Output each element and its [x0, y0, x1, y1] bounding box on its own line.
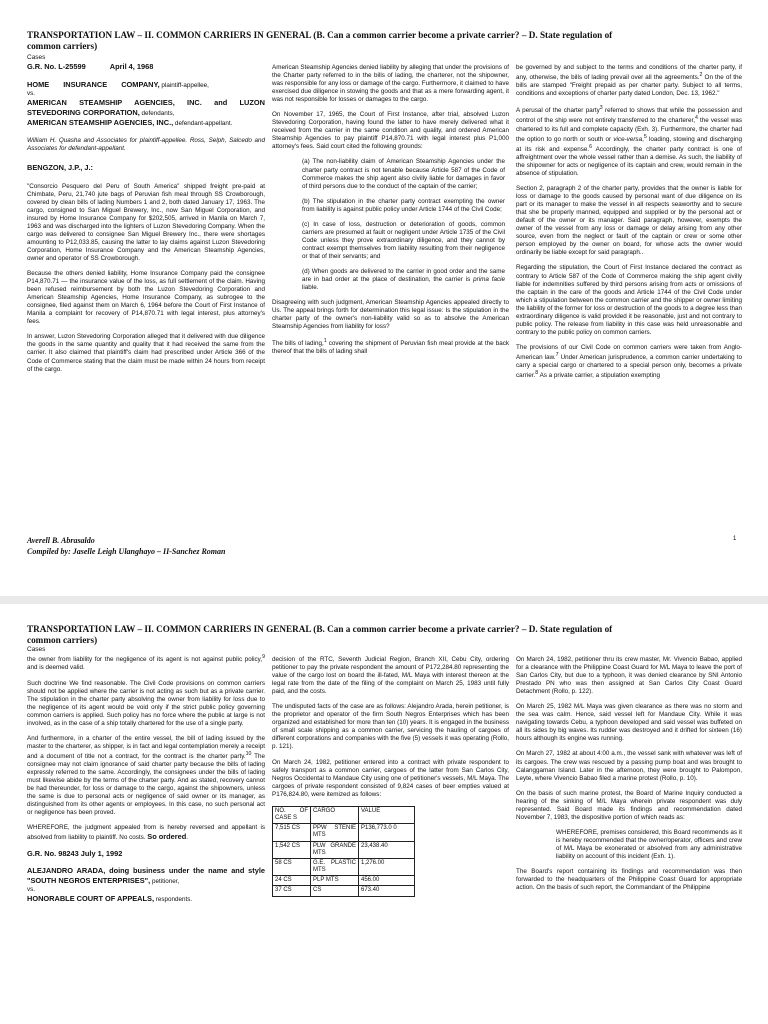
page-header — [27, 30, 739, 52]
party-petitioner-role: petitioner, — [150, 877, 180, 885]
footnote-ref[interactable]: 8 — [535, 370, 539, 377]
paragraph: On the basis of such marine protest, the Board of Marine Inquiry conducted a hearing of the sinking of M/L Maya wherein private respondent was duly represented. Said Board made its findings and recommendation dated November 7, 1983, the dispositive portion of which reads as: — [516, 789, 742, 821]
footnote-ref[interactable]: 9 — [262, 654, 265, 661]
table-cell: 37 CS — [273, 886, 311, 896]
paragraph: "Consorcio Pesquero del Peru of South America" shipped freight pre-paid at Chimbate, Peru, 21,740 jute bags of Peruvian fish meal through SS Crowborough, covered by clean bills of lading Numbers 1 and 2, both dated January 17, 1963. The cargo, consigned to San Miguel Brewery, Inc., now San Miguel Corporation, and insured by Home Insurance Company for $202,505, arrived in Manila on March 7, 1963 and was discharged into the lighters of Luzon Stevedoring Company. When the cargo was delivered to consignee San Miguel Brewery Inc., there were shortages amounting to P12,033.85, causing the latter to lay claims against Luzon Stevedoring Corporation, Home Insurance Company and the American Steamship Agencies, owner and operator of SS Crowborough. — [27, 182, 265, 262]
table-cell: 1,276.00 — [359, 858, 415, 875]
paragraph: American Steamship Agencies denied liability by alleging that under the provisions of the Charter party referred to in the bills of lading, the charterer, not the shipowner, was responsible for any loss or damage of the cargo. Furthermore, it claimed to have exercised due diligence in stowing the goods and that as a mere forwarding agent, it was not responsible for losses or damages to the cargo. — [272, 64, 509, 104]
paragraph: Because the others denied liability, Home Insurance Company paid the consignee P14,870.71 — the insurance value of the loss, as full settlement of the claim. Having been refused reimbursement by both the Luzon Stevedoring Corporation and American Steamship Agencies, Home Insurance Company, as subrogee to the consignee, filed against them on March 6, 1964 before the Court of First Instance of Manila a complaint for recovery of P14,870.71 with legal interest, plus attorney's fees. — [27, 270, 265, 326]
page2-column-3 — [516, 656, 742, 899]
paragraph: A perusal of the charter party$^3$ referred to shows that while the possession and control of the ship were not entirely transferred to the charterer,$^4$ the vessel was chartered to its full and complete capacity (Exh. 3). Furthermore, the charter had the option to go north or south or vice-versa,$^5$ loading, stowing and discharging at its risk and expense.$^6$ Accordingly, the charter party contract is one of affreightment over the whole vessel rather than a demise. As such, the liability of the shipowner for acts or negligence of its captain and crew, would remain in the absence of stipulation. — [516, 105, 743, 177]
case-number — [27, 62, 265, 71]
page2-column-2 — [272, 656, 509, 897]
paragraph: be governed by and subject to the terms and conditions of the charter party, if any, otherwise, the bills of lading prevail over all the agreements.$^2$ On the of the bills are stamped "Freight prepaid as per charter party. Subject to all terms, conditions and exceptions of charter party dated London, Dec. 13, 1962." — [516, 64, 742, 98]
cargo-table — [272, 806, 415, 897]
counsel-text: William H. Quasha and Associates for plaintiff-appellee. Ross, Selph, Salcedo and Associates for defendant-appellant. — [27, 137, 265, 153]
table-row — [273, 824, 415, 841]
page1-column-1 — [27, 54, 265, 381]
page-footer — [27, 536, 225, 558]
case-number: G.R. No. 98243 July 1, 1992 — [27, 849, 123, 859]
footnote-ref[interactable]: 10 — [245, 750, 252, 757]
table-cell: 673.40 — [359, 886, 415, 896]
ground-a: (a) The non-liability claim of American Steamship Agencies under the charter party contract is not tenable because Article 587 of the Code of Commerce makes the ship agent also civilly liable for damages in favor of third persons due to the conduct of the captain of the carrier; — [302, 158, 505, 190]
versus-text: vs. — [27, 89, 36, 97]
table-cell: CS — [311, 886, 359, 896]
case-parties — [27, 866, 265, 904]
header-line-1: TRANSPORTATION LAW – II. COMMON CARRIERS IN GENERAL (B. Can a common carrier become a private carrier? – D. State regulation of — [27, 624, 613, 634]
paragraph: The Board's report containing its findings and recommendation was then forwarded to the headquarters of the Philippine Coast Guard for appropriate action. On the basis of such report, the Commandant of the Philippine — [516, 868, 742, 892]
table-cell: 58 CS — [273, 858, 311, 875]
ground-b: (b) The stipulation in the charter party contract exempting the owner from liability is against public policy under Article 1744 of the Civil Code; — [302, 197, 505, 213]
page-separator — [0, 596, 768, 604]
cases-label: Cases — [27, 646, 46, 653]
table-cell: 1,542 CS — [273, 841, 311, 858]
versus-text: vs. — [27, 886, 36, 893]
paragraph: Such doctrine We find reasonable. The Civil Code provisions on common carriers should not be applied where the carrier is not acting as such but as a private carrier. The stipulation in the charter party absolving the owner from liability for loss due to the negligence of its agent would be void only if the strict public policy governing common carriers is applied. Such policy has no force where the public at large is not involved, as in the case of a ship totally chartered for the use of a single party. — [27, 679, 265, 727]
page-number: 1 — [733, 536, 737, 542]
table-cell: 23,438.40 — [359, 841, 415, 858]
paragraph: On March 27, 1982 at about 4:00 a.m., the vessel sank with whatever was left of its cargoes. The crew was rescued by a passing pump boat and was brought to Calanggaman Island. Later in the afternoon, they were brought to Palompon, Leyte, where Vivencio Babao filed a marine protest (Rollo, p. 10). — [516, 750, 742, 782]
gr-date: April 4, 1968 — [109, 62, 154, 72]
table-cell: G.E. PLASTIC MTS — [311, 858, 359, 875]
page2-column-1 — [27, 646, 265, 904]
table-cell: P136,773.0 0 — [359, 824, 415, 841]
cases-label: Cases — [27, 54, 46, 61]
paragraph: And furthermore, in a charter of the entire vessel, the bill of lading issued by the master to the charterer, as shipper, is in fact and legal contemplation merely a receipt and a document of title not a contract, for the contract is the charter party.$^{10}$ The consignee may not claim ignorance of said charter party because the bills of lading expressly referred to the same. Accordingly, the consignees under the bills of lading must likewise abide by the terms of the charter party. And as stated, recovery cannot be had thereunder, for loss or damage to the cargo, against the shipowners, unless the same is due to personal acts or negligence of said owner or its manager, as distinguished from its other agents or employees. In this case, no such personal act or negligence has been proved. — [27, 734, 265, 817]
paragraph: The undisputed facts of the case are as follows: Alejandro Arada, herein petitioner, is the proprietor and operator of the firm South Negros Enterprises which has been organized and established for more than ten (10) years. It is engaged in the business of small scale shipping as a common carrier, servicing the hauling of cargoes of different corporations and companies with the five (5) vessels it was operating (Rollo, p. 121). — [272, 703, 509, 751]
page1-column-2 — [272, 64, 509, 364]
paragraph: In answer, Luzon Stevedoring Corporation alleged that it delivered with due diligence the goods in the same quantity and quality that it had received the same from the carrier. It also claimed that plaintiff's claim had prescribed under Article 366 of the Code of Commerce stating that the claim must be made within 24 hours from receipt of the cargo. — [27, 333, 265, 373]
paragraph: the owner from liability for the negligence of its agent is not against public policy,$^9$ and is deemed valid. — [27, 654, 265, 672]
footnote-ref[interactable]: 6 — [589, 143, 593, 150]
party-respondent-role: respondents. — [154, 896, 193, 904]
footnote-ref[interactable]: 1 — [323, 338, 327, 345]
party-respondent: HONORABLE COURT OF APPEALS, — [27, 894, 155, 904]
footnote-ref[interactable]: 3 — [599, 105, 603, 112]
document-page-2 — [0, 604, 768, 1024]
paragraph: On March 24, 1982, petitioner thru its crew master, Mr. Vivencio Babao, applied for a clearance with the Philippine Coast Guard for M/L Maya to leave the port of San Carlos City, but due to a typhoon, it was denied clearance by SNI Antonio Prestado PN who was then assigned at San Carlos City Coast Guard Detachment (Rollo, p. 122). — [516, 656, 742, 696]
paragraph: On March 25, 1982 M/L Maya was given clearance as there was no storm and the sea was calm. Hence, said vessel left for Mandaue City. While it was navigating towards Cebu, a typhoon developed and said vessel was buffeted on all its sides by big waves. Its rudder was destroyed and it drifted for sixteen (16) hours although its engine was running. — [516, 703, 742, 743]
footnote-ref[interactable]: 7 — [555, 351, 559, 358]
paragraph: On November 17, 1965, the Court of First Instance, after trial, absolved Luzon Stevedoring Corporation, having found the latter to have merely delivered what it received from the carrier in the same condition and quality, and ordered American Steamship Agencies to pay plaintiff P14,870.71 with legal interest plus P1,000 attorney's fees. Said court cited the following grounds: — [272, 111, 509, 151]
ground-d: (d) When goods are delivered to the carrier in good order and the same are in bad order at the place of destination, the carrier is prima facie liable. — [302, 267, 505, 292]
party-defendants: AMERICAN STEAMSHIP AGENCIES, INC. and LUZON STEVEDORING CORPORATION, — [27, 97, 265, 117]
table-row — [273, 876, 415, 886]
header-line-2: common carriers) — [27, 41, 98, 52]
table-row — [273, 841, 415, 858]
footer-compiler: Compiled by: Jaselle Leigh Ulanghayo – II-Sanchez Roman — [27, 546, 226, 556]
party-appellant: AMERICAN STEAMSHIP AGENCIES, INC., — [27, 117, 174, 127]
paragraph: Regarding the stipulation, the Court of First Instance declared the contract as contrary to Article 587 of the Code of Commerce making the ship agent civilly liable for indemnities suffered by third persons arising from acts or omissions of the captain in the care of the goods and Article 1744 of the Civil Code under which a stipulation between the common carrier and the shipper or owner limiting the liability of the former for loss or destruction of the goods to a degree less than extraordinary diligence is valid provided it be reasonable, just and not contrary to public policy. The release from liability in this case was held unreasonable and contrary to the public policy on common carriers. — [516, 264, 742, 336]
block-quote: WHEREFORE, premises considered, this Board recommends as it is hereby recommended that the owner/operator, officers and crew of M/L Maya be exonerated or absolved from any administrative liability on account of this incident (Exh. 1). — [556, 828, 742, 860]
cargo-table-body — [273, 806, 415, 896]
table-cell: PLW GRANDE MTS — [311, 841, 359, 858]
table-cell: 24 CS — [273, 876, 311, 886]
party-plaintiff: HOME INSURANCE COMPANY, — [27, 79, 160, 89]
paragraph: decision of the RTC, Seventh Judicial Region, Branch XII, Cebu City, ordering petitioner to pay the private respondent the amount of P172,284.80 representing the value of the cargo lost on board the ill-fated, M/L Maya with interest thereon at the legal rate from the date of the filing of the complaint on March 25, 1983 until fully paid, and the costs. — [272, 656, 509, 696]
header-line-2: common carriers) — [27, 635, 98, 646]
footnote-ref[interactable]: 5 — [643, 133, 647, 140]
page1-column-3 — [516, 64, 742, 387]
footnote-ref[interactable]: 4 — [695, 115, 698, 122]
table-cell: PLP MTS — [311, 876, 359, 886]
paragraph: The provisions of our Civil Code on common carriers were taken from Anglo-American law.$^7$ Under American jurisprudence, a common carrier undertaking to carry a special cargo or chartered to a special person only, becomes a private carrier.$^8$ As a private carrier, a stipulation exempting — [516, 343, 742, 380]
party-plaintiff-role: plaintiff-appellee, — [159, 81, 209, 89]
paragraph: WHEREFORE, the judgment appealed from is hereby reversed and appellant is absolved from liability to plaintiff. No costs. So ordered. — [27, 824, 265, 842]
table-row — [273, 858, 415, 875]
case-parties — [27, 80, 265, 128]
table-row — [273, 886, 415, 896]
ground-c: (c) In case of loss, destruction or deterioration of goods, common carriers are presumed at fault or negligent under Article 1735 of the Civil Code unless they prove extraordinary diligence, and they cannot by contract exempt themselves from liability resulting from their negligence or that of their servants; and — [302, 220, 505, 260]
paragraph: Section 2, paragraph 2 of the charter party, provides that the owner is liable for loss or damage to the goods caused by personal want of due diligence on its part or its manager to make the vessel in all respects seaworthy and to secure that she be properly manned, equipped and supplied or by the personal act or default of the owner or its manager. Said paragraph, however, exempts the owner of the vessel from any loss or damage or delay arising from any other source, even from the neglect or fault of the captain or crew or some other person employed by the owner on board, for whose acts the owner would ordinarily be liable except for said paragraph.. — [516, 185, 742, 257]
ponente: BENGZON, J.P., J.: — [27, 163, 93, 173]
party-appellant-role: defendant-appellant. — [173, 119, 233, 127]
footnote-ref[interactable]: 2 — [699, 72, 703, 79]
table-header-row — [273, 806, 415, 823]
table-header-cell: CARGO — [311, 806, 359, 823]
party-petitioner: ALEJANDRO ARADA, doing business under the name and style "SOUTH NEGROS ENTERPRISES", — [27, 865, 265, 885]
table-header-cell: NO. OF CASE S — [273, 806, 311, 823]
table-cell: 7,515 CS — [273, 824, 311, 841]
table-header-cell: VALUE — [359, 806, 415, 823]
paragraph: The bills of lading,$^1$ covering the shipment of Peruvian fish meal provide at the back thereof that the bills of lading shall — [272, 338, 509, 356]
party-defendants-role: defendants, — [139, 109, 175, 117]
footer-author: Averell B. Abrasaldo — [27, 536, 95, 545]
paragraph: Disagreeing with such judgment, American Steamship Agencies appealed directly to Us. The appeal brings forth for determination this legal issue: Is the stipulation in the charter party of the owner's non-liability valid so as to absolve the American Steamship Agencies from liability for loss? — [272, 299, 509, 331]
gr-number: G.R. No. L-25599 — [27, 62, 86, 72]
table-cell: 456.00 — [359, 876, 415, 886]
header-line-1: TRANSPORTATION LAW – II. COMMON CARRIERS IN GENERAL (B. Can a common carrier become a private carrier? – D. State regulation of — [27, 30, 613, 40]
page-header — [27, 624, 739, 646]
paragraph: On March 24, 1982, petitioner entered into a contract with private respondent to safely transport as a common carrier, cargoes of the latter from San Carlos City, Negros Occidental to Mandaue City using one of petitioner's vessels, M/L Maya. The cargoes of private respondent consisted of 9,824 cases of beer empties valued at P176,824.80, were itemized as follows: — [272, 758, 509, 798]
table-cell: PPW STENIE MTS — [311, 824, 359, 841]
